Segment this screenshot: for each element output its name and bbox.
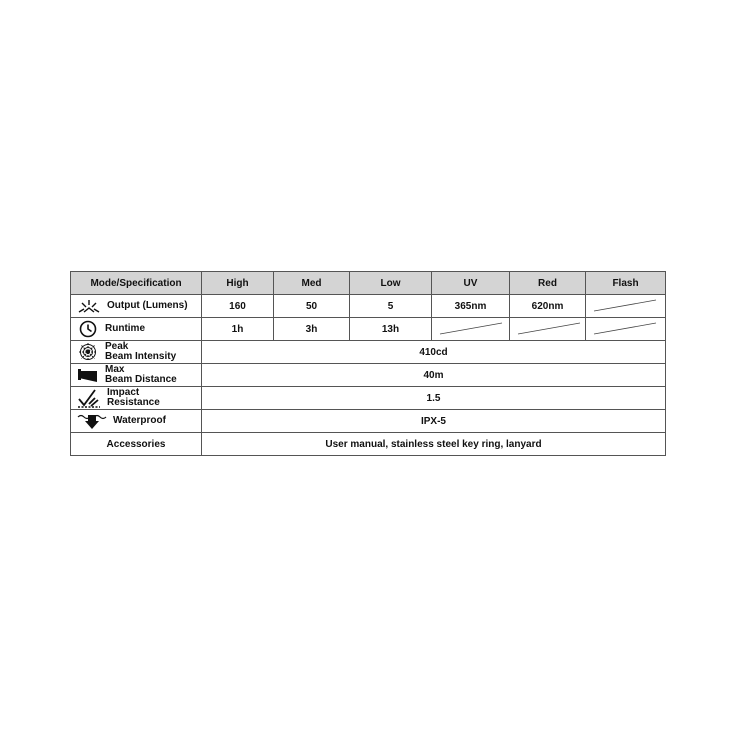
runtime-label-cell [71,318,202,341]
header-flash: Flash [586,272,666,295]
waterproof-label: Waterproof [113,415,166,426]
output-red: 620nm [510,295,586,318]
peak-label-line2: Beam Intensity [105,351,177,362]
runtime-uv-na [432,318,510,341]
header-med: Med [274,272,350,295]
runtime-label: Runtime [105,323,145,334]
row-peak [71,341,666,364]
impact-label-line1: Impact [107,387,140,398]
na-diagonal-line [592,318,658,340]
impact-label-cell [71,387,202,410]
output-high: 160 [202,295,274,318]
row-impact [71,387,666,410]
impact-label-line2: Resistance [107,397,160,408]
peak-value: 410cd [202,341,666,364]
header-row [71,272,666,295]
header-red: Red [510,272,586,295]
header-low: Low [350,272,432,295]
runtime-high: 1h [202,318,274,341]
distance-value: 40m [202,364,666,387]
impact-value: 1.5 [202,387,666,410]
target-icon [77,342,99,362]
water-drop-icon [77,412,107,430]
accessories-value: User manual, stainless steel key ring, lanyard [202,433,666,456]
impact-icon [77,388,101,408]
na-diagonal-line [516,318,582,340]
output-med: 50 [274,295,350,318]
row-output [71,295,666,318]
peak-label-cell [71,341,202,364]
row-waterproof [71,410,666,433]
row-runtime [71,318,666,341]
na-diagonal-line [592,295,658,317]
row-distance [71,364,666,387]
waterproof-label-cell [71,410,202,433]
spec-table [70,271,666,456]
na-diagonal-line [438,318,504,340]
waterproof-value: IPX-5 [202,410,666,433]
beam-icon [77,366,99,384]
output-flash-na [586,295,666,318]
header-high: High [202,272,274,295]
output-label-cell [71,295,202,318]
header-spec: Mode/Specification [71,272,202,295]
accessories-label: Accessories [71,433,202,456]
runtime-low: 13h [350,318,432,341]
peak-label-line1: Peak [105,341,129,352]
distance-label-line1: Max [105,364,125,375]
output-low: 5 [350,295,432,318]
runtime-med: 3h [274,318,350,341]
output-label: Output (Lumens) [107,300,188,311]
output-uv: 365nm [432,295,510,318]
runtime-flash-na [586,318,666,341]
clock-icon [77,320,99,338]
header-uv: UV [432,272,510,295]
distance-label-line2: Beam Distance [105,374,177,385]
light-burst-icon [77,298,101,314]
runtime-red-na [510,318,586,341]
distance-label-cell [71,364,202,387]
row-accessories [71,433,666,456]
